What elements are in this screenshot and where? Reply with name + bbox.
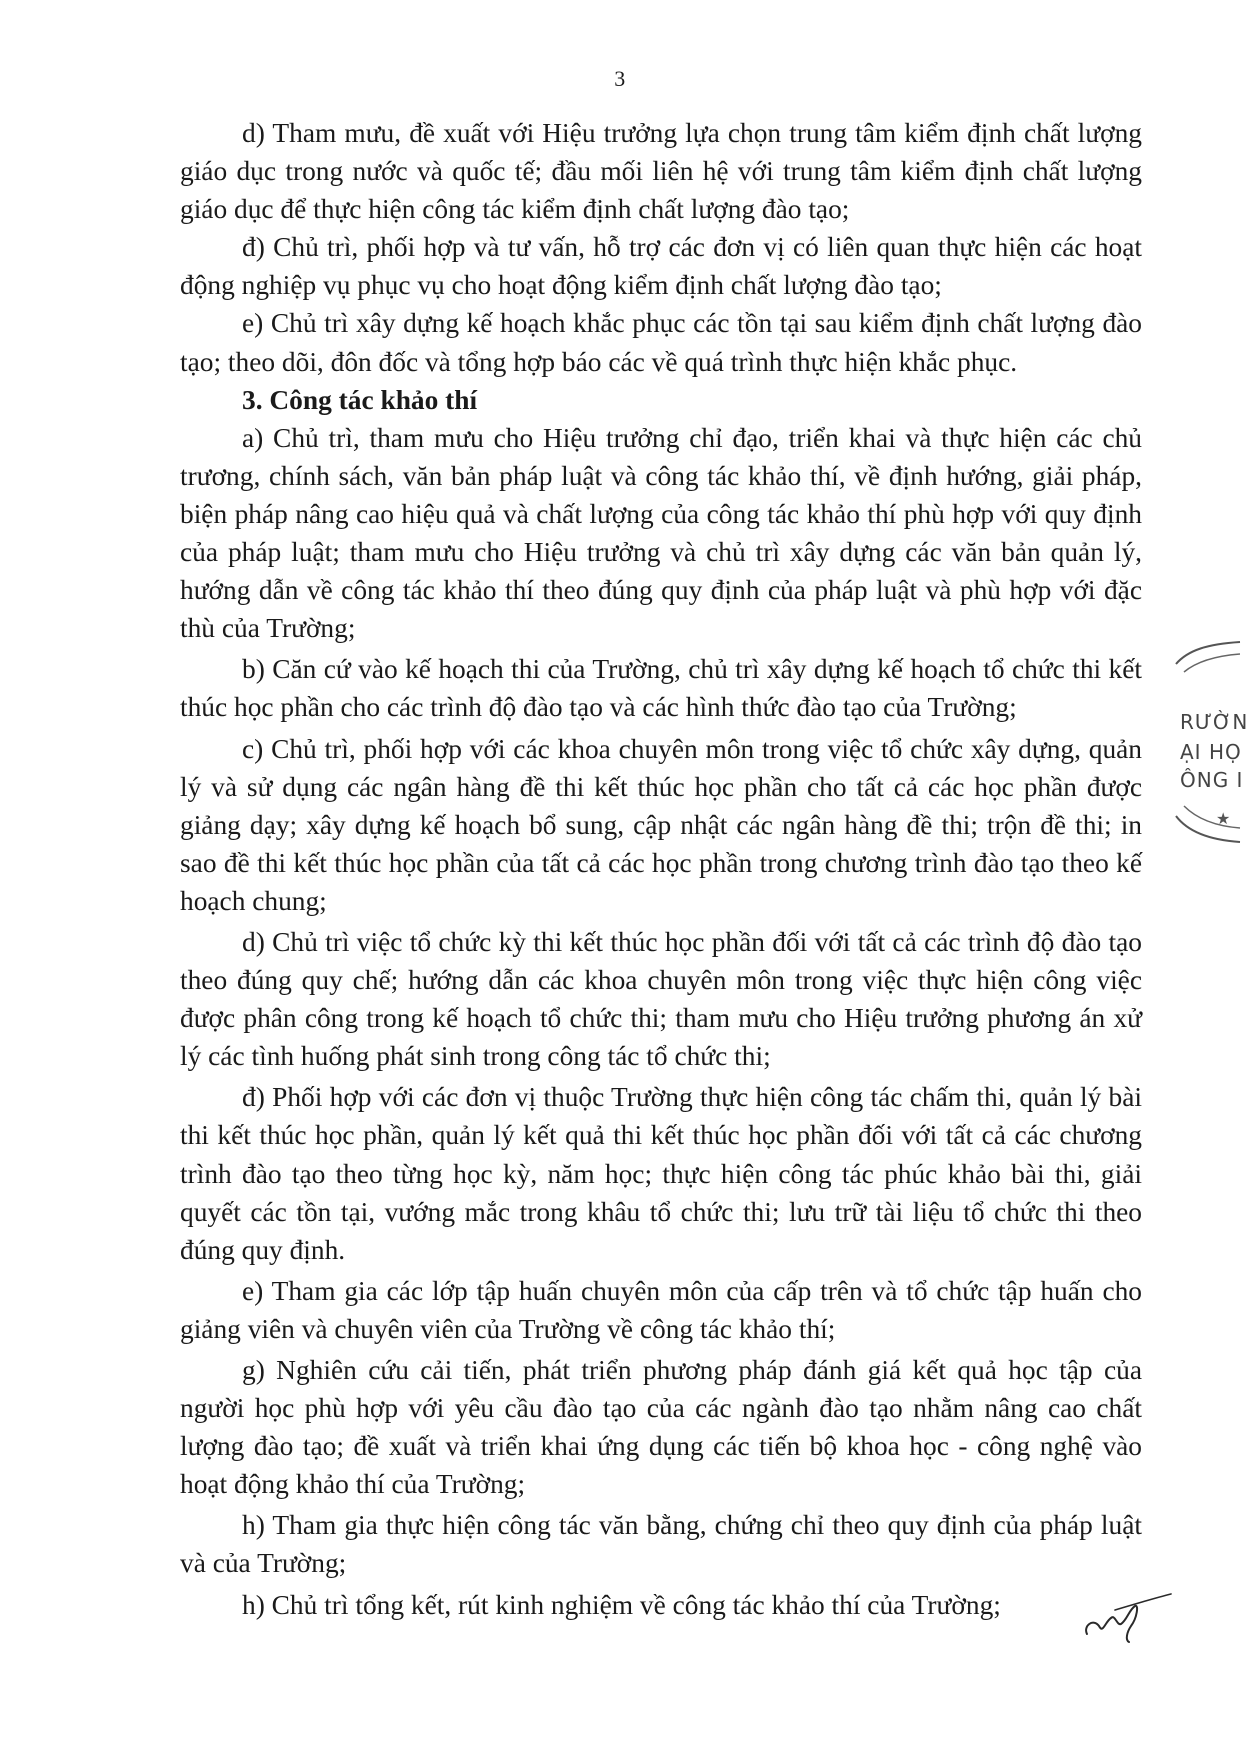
handwritten-signature-icon [1075,1582,1175,1652]
paragraph-b-exam-plan: b) Căn cứ vào kế hoạch thi của Trường, chủ trì xây dựng kế hoạch tổ chức thi kết thúc học phần cho các trình độ đào tạo và các hình thức đào tạo của Trường; [180,654,1142,723]
paragraph-e-remediation: e) Chủ trì xây dựng kế hoạch khắc phục các tồn tại sau kiểm định chất lượng đào tạo; theo dõi, đôn đốc và tổng hợp báo các về quá trình thực hiện khắc phục. [180,308,1142,377]
paragraph-dd-grading: đ) Phối hợp với các đơn vị thuộc Trường thực hiện công tác chấm thi, quản lý bài thi kết thúc học phần, quản lý kết quả thi kết thúc học phần đối với tất cả các chương trình đào tạo theo từng học kỳ, năm học; thực hiện công tác phúc khảo bài thi, giải quyết các tồn tại, vướng mắc trong khâu tổ chức thi; lưu trữ tài liệu tổ chức thi theo đúng quy định. [180,1082,1142,1265]
stamp-text-line-2: ẠI HỌ [1180,740,1242,764]
stamp-text-line-1: RƯỜN [1180,710,1248,734]
paragraph-h-summary: h) Chủ trì tổng kết, rút kinh nghiệm về công tác khảo thí của Trường; [242,1589,1001,1620]
page-number: 3 [614,66,626,91]
section-heading-examination: 3. Công tác khảo thí [242,384,478,415]
paragraph-d-organize-exam: d) Chủ trì việc tổ chức kỳ thi kết thúc học phần đối với tất cả các trình độ đào tạo theo đúng quy chế; hướng dẫn các khoa chuyên môn trong việc thực hiện công việc được phân công trong kế hoạch tổ chức thi; tham mưu cho Hiệu trưởng phương án xử lý các tình huống phát sinh trong công tác tổ chức thi; [180,926,1142,1072]
paragraph-dd-coordinate: đ) Chủ trì, phối hợp và tư vấn, hỗ trợ các đơn vị có liên quan thực hiện các hoạt động nghiệp vụ phục vụ cho hoạt động kiểm định chất lượng đào tạo; [180,232,1142,301]
paragraph-c-question-bank: c) Chủ trì, phối hợp với các khoa chuyên môn trong việc tổ chức xây dựng, quản lý và sử dụng các ngân hàng đề thi kết thúc học phần cho tất cả các học phần được giảng dạy; xây dựng kế hoạch bổ sung, cập nhật các ngân hàng đề thi; trộn đề thi; in sao đề thi kết thúc học phần của tất cả các học phần trong chương trình đào tạo theo kế hoạch chung; [180,733,1142,916]
official-stamp-partial [1168,640,1248,858]
svg-text:★: ★ [1216,809,1231,828]
paragraph-h-certificates: h) Tham gia thực hiện công tác văn bằng, chứng chỉ theo quy định của pháp luật và của Trường; [180,1510,1142,1579]
paragraph-e-training: e) Tham gia các lớp tập huấn chuyên môn của cấp trên và tổ chức tập huấn cho giảng viên và chuyên viên của Trường về công tác khảo thí; [180,1275,1142,1344]
paragraph-a-advise: a) Chủ trì, tham mưu cho Hiệu trưởng chỉ đạo, triển khai và thực hiện các chủ trương, chính sách, văn bản pháp luật và công tác khảo thí, về định hướng, giải pháp, biện pháp nâng cao hiệu quả và chất lượng của công tác khảo thí phù hợp với quy định của pháp luật; tham mưu cho Hiệu trưởng và chủ trì xây dựng các văn bản quản lý, hướng dẫn về công tác khảo thí theo đúng quy định của pháp luật và phù hợp với đặc thù của Trường; [180,422,1142,644]
stamp-text-line-3: ÔNG I [1180,768,1244,792]
paragraph-g-research: g) Nghiên cứu cải tiến, phát triển phương pháp đánh giá kết quả học tập của người học phù hợp với yêu cầu đào tạo của các ngành đào tạo nhằm nâng cao chất lượng đào tạo; đề xuất và triển khai ứng dụng các tiến bộ khoa học - công nghệ vào hoạt động khảo thí của Trường; [180,1355,1142,1500]
paragraph-d-consult: d) Tham mưu, đề xuất với Hiệu trưởng lựa chọn trung tâm kiểm định chất lượng giáo dục trong nước và quốc tế; đầu mối liên hệ với trung tâm kiểm định chất lượng giáo dục để thực hiện công tác kiểm định chất lượng đào tạo; [180,118,1142,225]
document-body [180,114,1142,1624]
